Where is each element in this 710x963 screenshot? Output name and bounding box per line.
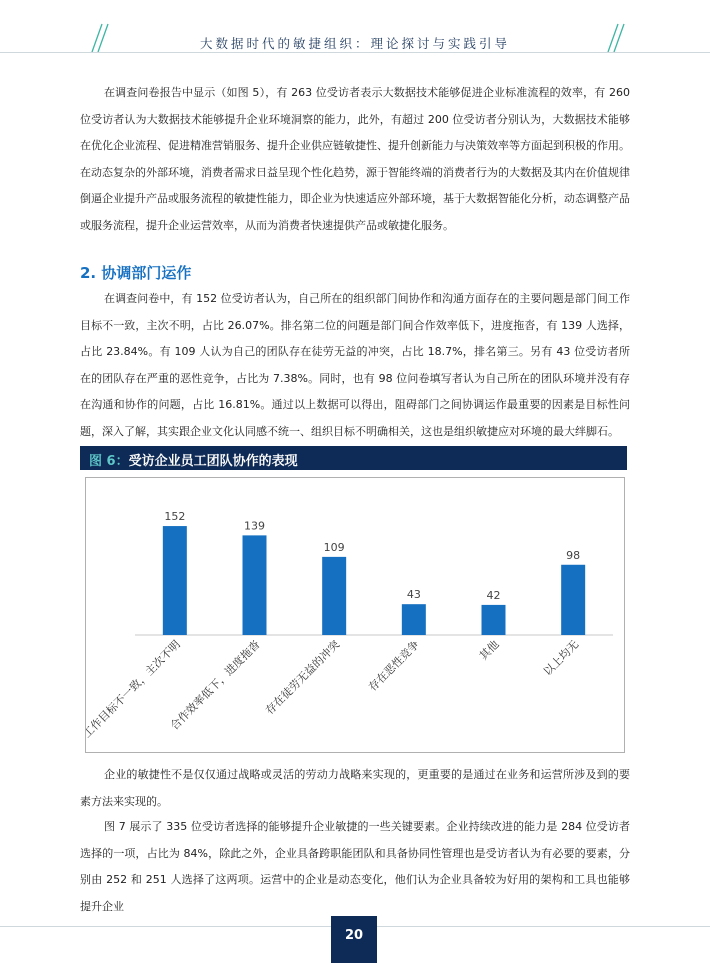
- paragraph-1: 在调查问卷报告中显示（如图 5），有 263 位受访者表示大数据技术能够促进企业标准流程的效率，有 260 位受访者认为大数据技术能够提升企业环境洞察的能力，此外，有超过 200 位受访者分别认为，大数据技术能够在优化企业流程、促进精准营销服务、提升企业供应链敏捷性、提升创新能力与决策效率等方面起到积极的作用。在动态复杂的外部环境，消费者需求日益呈现个性化趋势，源于智能终端的消费者行为的大数据及其内在价值规律倒逼企业提升产品或服务流程的敏捷性能力，即企业为快速适应外部环境，基于大数据智能化分析，动态调整产品或服务流程，提升企业运营效率，从而为消费者快速提供产品或敏捷化服务。: [80, 86, 630, 232]
- category-label-3: 存在恶性竞争: [366, 637, 422, 694]
- section-heading: 2. 协调部门运作: [80, 264, 192, 282]
- bar-value-label-0: 152: [164, 510, 186, 524]
- bar-5: [561, 565, 585, 635]
- bar-2: [322, 557, 346, 635]
- category-label-2: 存在徒劳无益的冲突: [263, 637, 343, 718]
- figure-title-bar: [80, 446, 627, 470]
- bar-value-label-2: 109: [323, 540, 345, 554]
- bar-3: [402, 604, 426, 635]
- bar-value-label-1: 139: [244, 519, 265, 533]
- paragraph-2: 在调查问卷中，有 152 位受访者认为，自己所在的组织部门间协作和沟通方面存在的主要问题是部门间工作目标不一致，主次不明，占比 26.07%。排名第二位的问题是部门间合作效率低下，进度拖沓，有 139 人选择，占比 23.84%。有 109 人认为自己的团队存在徒劳无益的冲突，占比 18.7%，排名第三。另有 43 位受访者所在的团队存在严重的恶性竞争，占比为 7.38%。同时，也有 98 位问卷填写者认为自己所在的团队环境并没有存在沟通和协作的问题，占比 16.81%。通过以上数据可以得出，阻碍部门之间协调运作最重要的因素是目标性问题，深入了解，其实跟企业文化认同感不统一、组织目标不明确相关，这也是组织敏捷应对环境的最大绊脚石。: [80, 292, 630, 438]
- category-label-4: 其他: [476, 637, 502, 663]
- figure-number: 图 6：: [89, 454, 129, 469]
- chart-frame: [85, 477, 625, 753]
- paragraph-3: 企业的敏捷性不是仅仅通过战略或灵活的劳动力战略来实现的，更重要的是通过在业务和运营所涉及到的要素方法来实现的。: [80, 768, 630, 808]
- running-header-title: 大数据时代的敏捷组织：理论探讨与实践引导: [199, 36, 510, 51]
- category-label-0: 工作目标不一致，主次不明: [86, 637, 183, 741]
- bar-value-label-4: 42: [486, 588, 501, 602]
- bar-0: [163, 526, 187, 635]
- bar-chart: [86, 478, 624, 752]
- figure-title: 受访企业员工团队协作的表现: [128, 454, 298, 469]
- header-slash-right-icon: [602, 22, 630, 54]
- bar-1: [243, 535, 267, 635]
- paragraph-4: 图 7 展示了 335 位受访者选择的能够提升企业敏捷的一些关键要素。企业持续改进的能力是 284 位受访者选择的一项，占比为 84%，除此之外，企业具备跨职能团队和具备协同性管理也是受访者认为有必要的要素，分别由 252 和 251 人选择了这两项。运营中的企业是动态变化，他们认为企业具备较为好用的架构和工具也能够提升企业: [80, 820, 630, 913]
- category-label-5: 以上均无: [540, 637, 582, 679]
- category-label-1: 合作效率低下，进度拖沓: [167, 637, 263, 733]
- header-rule: [0, 52, 710, 53]
- bar-value-label-3: 43: [406, 588, 421, 602]
- bar-value-label-5: 98: [566, 548, 581, 562]
- bar-4: [482, 605, 506, 635]
- figure-caption: [89, 450, 298, 469]
- page-number: 20: [331, 916, 377, 963]
